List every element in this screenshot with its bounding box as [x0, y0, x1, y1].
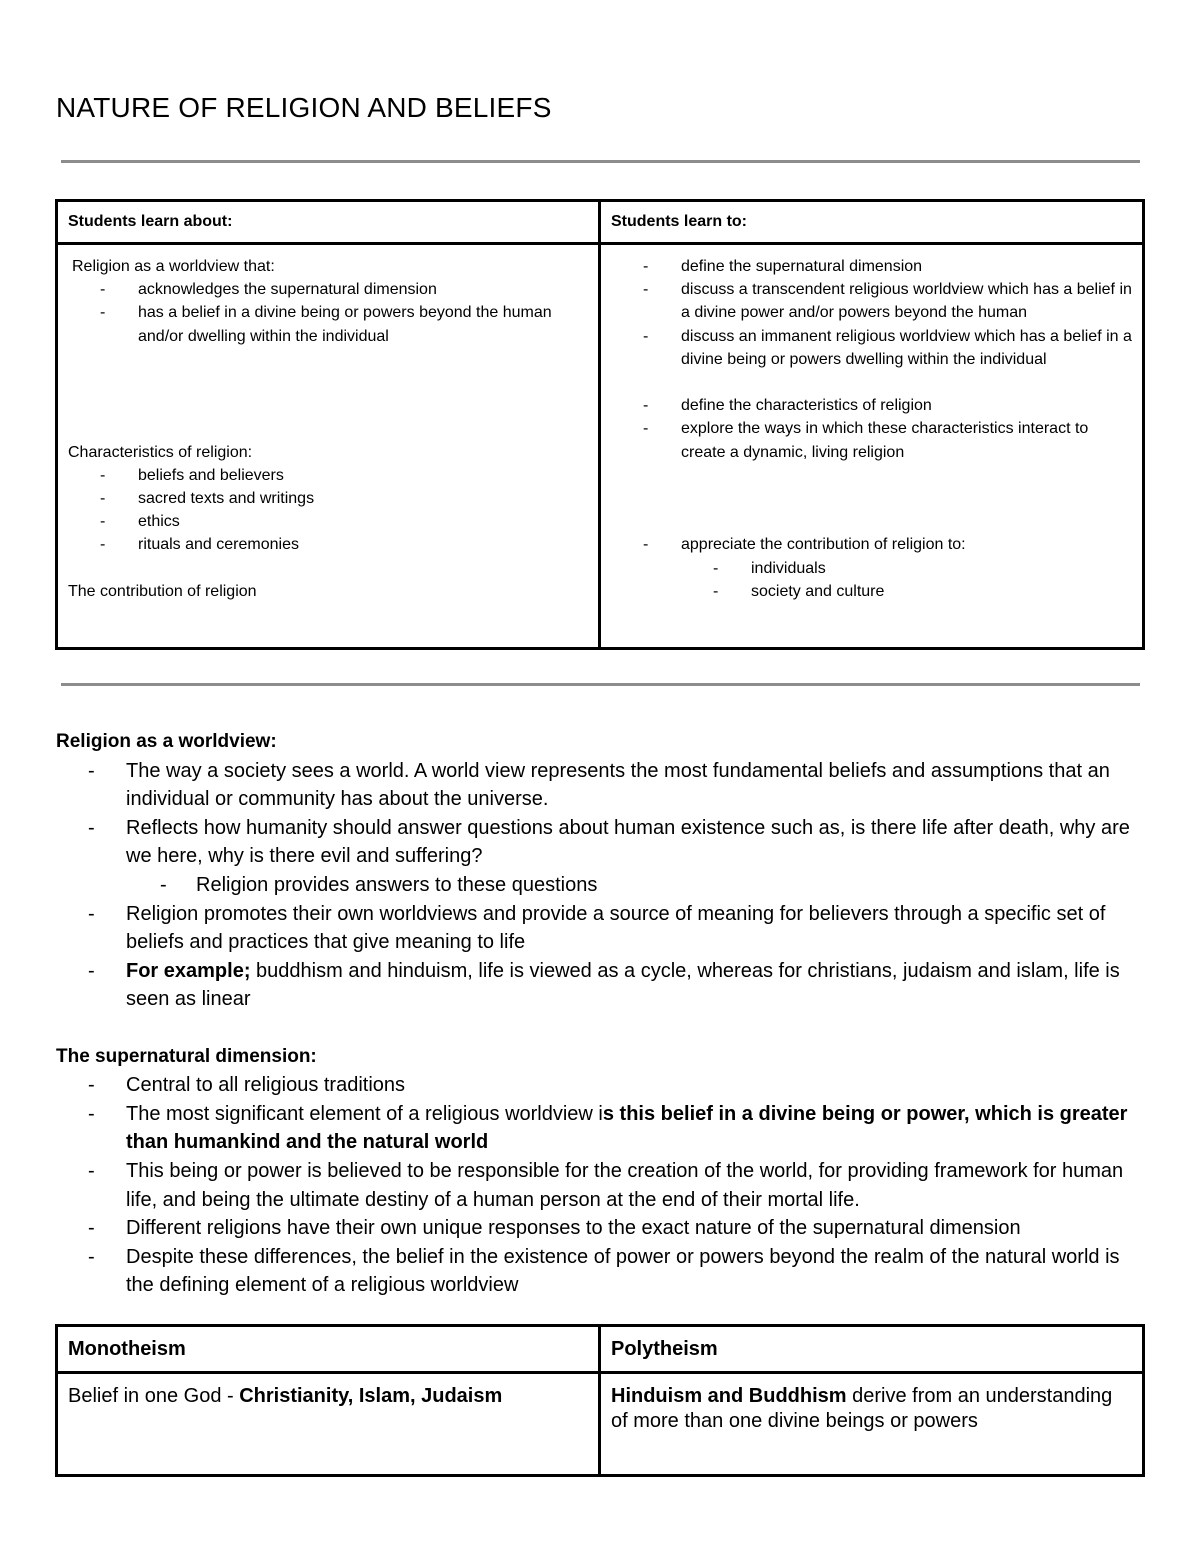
syllabus-table: [55, 199, 1145, 650]
list-item: - define the supernatural dimension: [611, 255, 1132, 278]
divider-top: [61, 160, 1140, 163]
outcomes-group-2: [611, 394, 1132, 464]
worldview-heading: Religion as a worldview:: [56, 731, 277, 752]
list-item: - Religion provides answers to these questions: [56, 871, 1146, 900]
list-item: - Despite these differences, the belief in the existence of power or powers beyond the realm of the natural world is the defining element of a religious worldview: [56, 1243, 1146, 1300]
list-item: - Central to all religious traditions: [56, 1071, 1146, 1100]
example-text: buddhism and hinduism, life is viewed as a cycle, whereas for christians, judaism and islam, life is seen as linear: [126, 959, 1120, 1011]
list-item: [56, 1100, 1146, 1157]
learn-to-header: Students learn to:: [600, 201, 1144, 244]
page-title: NATURE OF RELIGION AND BELIEFS: [56, 92, 552, 123]
example-label: For example;: [126, 959, 251, 982]
polytheism-header: Polytheism: [600, 1326, 1144, 1373]
contribution-sub-list: [611, 557, 1132, 603]
syllabus-body-row: [57, 244, 1144, 649]
supernatural-heading: The supernatural dimension:: [56, 1045, 317, 1067]
monotheism-definition: Belief in one God -: [68, 1385, 240, 1407]
worldview-list: [68, 278, 588, 348]
list-item: - acknowledges the supernatural dimension: [68, 278, 588, 301]
divider-middle: [61, 683, 1140, 686]
list-item: - individuals: [611, 557, 1132, 580]
contribution-outcome: appreciate the contribution of religion to:: [681, 536, 966, 554]
list-item: - has a belief in a divine being or powers beyond the human and/or dwelling within the individual: [68, 301, 588, 347]
theism-body-row: [57, 1373, 1144, 1476]
list-item: [611, 533, 1132, 603]
learn-about-header: Students learn about:: [57, 201, 600, 244]
list-item: - ethics: [68, 510, 588, 533]
significant-element-text: The most significant element of a religious worldview i: [126, 1102, 603, 1125]
worldview-notes-list: [56, 757, 1146, 1014]
theism-header-row: [57, 1326, 1144, 1373]
contribution-label: The contribution of religion: [68, 582, 257, 600]
list-item: - explore the ways in which these characteristics interact to create a dynamic, living religion: [611, 417, 1132, 463]
theism-table: [55, 1324, 1145, 1477]
monotheism-cell: [57, 1373, 600, 1476]
supernatural-notes-list: [56, 1071, 1146, 1300]
syllabus-header-row: [57, 201, 1144, 244]
learn-about-cell: [57, 244, 600, 649]
worldview-intro: Religion as a worldview that:: [72, 258, 275, 275]
characteristics-list: [68, 464, 588, 557]
questions-text: Reflects how humanity should answer questions about human existence such as, is there life after death, why are we here, why is there evil and suffering?: [126, 816, 1130, 868]
outcomes-group-1: [611, 255, 1132, 371]
list-item: - This being or power is believed to be responsible for the creation of the world, for providing framework for human life, and being the ultimate destiny of a human person at the end of their mortal life.: [56, 1157, 1146, 1214]
polytheism-cell: [600, 1373, 1144, 1476]
list-item: - Different religions have their own unique responses to the exact nature of the supernatural dimension: [56, 1214, 1146, 1243]
list-item: - discuss a transcendent religious worldview which has a belief in a divine power and/or powers beyond the human: [611, 278, 1132, 324]
learn-to-cell: [600, 244, 1144, 649]
polytheism-religions: Hinduism and Buddhism: [611, 1385, 847, 1407]
list-item: [56, 957, 1146, 1014]
list-item: [56, 814, 1146, 900]
significant-element-bold: s this belief in a divine being or power, which is greater than humankind and the natural world: [126, 1102, 1128, 1154]
list-item: - define the characteristics of religion: [611, 394, 1132, 417]
polytheism-definition: derive from an understanding of more than one divine beings or powers: [611, 1385, 1113, 1432]
list-item: - discuss an immanent religious worldview which has a belief in a divine being or powers dwelling within the individual: [611, 325, 1132, 371]
list-item: - The way a society sees a world. A world view represents the most fundamental beliefs and assumptions that an individual or community has about the universe.: [56, 757, 1146, 814]
characteristics-intro: Characteristics of religion:: [68, 443, 253, 461]
notes-section: [56, 728, 1146, 1300]
list-item: - rituals and ceremonies: [68, 533, 588, 556]
list-item: - Religion promotes their own worldviews and provide a source of meaning for believers through a specific set of beliefs and practices that give meaning to life: [56, 900, 1146, 957]
monotheism-header: Monotheism: [57, 1326, 600, 1373]
list-item: - beliefs and believers: [68, 464, 588, 487]
list-item: - sacred texts and writings: [68, 487, 588, 510]
monotheism-religions: Christianity, Islam, Judaism: [239, 1385, 503, 1407]
list-item: - society and culture: [611, 580, 1132, 603]
worldview-sub-list: [56, 871, 1146, 900]
outcomes-group-3: [611, 533, 1132, 603]
